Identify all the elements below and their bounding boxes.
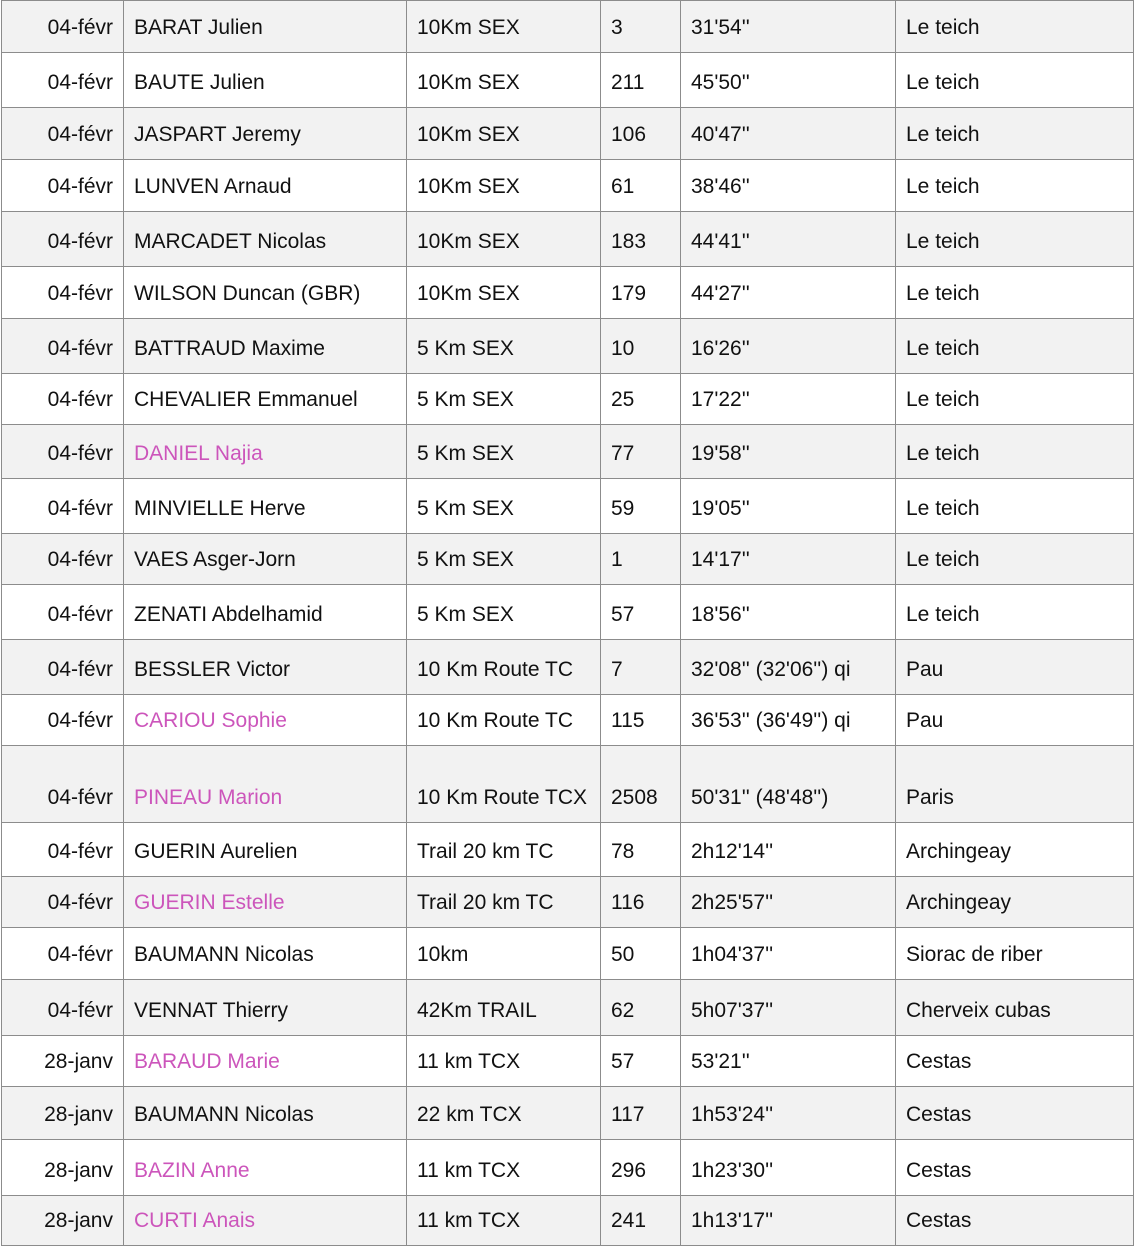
cell-name: JASPART Jeremy [124,108,407,160]
cell-race: Trail 20 km TC [407,823,601,877]
cell-date: 04-févr [2,640,124,695]
table-row [2,585,1134,640]
cell-race: 5 Km SEX [407,534,601,585]
cell-race: 5 Km SEX [407,425,601,479]
cell-name: BESSLER Victor [124,640,407,695]
cell-date: 04-févr [2,212,124,267]
cell-time: 2h12'14'' [681,823,896,877]
table-row [2,1036,1134,1087]
cell-time: 50'31'' (48'48'') [681,746,896,823]
cell-location: Le teich [896,267,1134,319]
cell-time: 1h04'37'' [681,928,896,980]
cell-rank: 106 [601,108,681,160]
cell-rank: 50 [601,928,681,980]
table-row [2,1,1134,53]
cell-rank: 241 [601,1196,681,1246]
cell-race: 10Km SEX [407,160,601,212]
cell-race: Trail 20 km TC [407,877,601,928]
cell-rank: 179 [601,267,681,319]
cell-name: BARAUD Marie [124,1036,407,1087]
table-row [2,108,1134,160]
table-row [2,267,1134,319]
cell-rank: 117 [601,1087,681,1140]
cell-name: WILSON Duncan (GBR) [124,267,407,319]
cell-rank: 115 [601,695,681,746]
cell-rank: 62 [601,980,681,1036]
cell-race: 10km [407,928,601,980]
cell-name: VAES Asger-Jorn [124,534,407,585]
cell-name: PINEAU Marion [124,746,407,823]
cell-date: 04-févr [2,746,124,823]
cell-date: 04-févr [2,980,124,1036]
cell-name: BAZIN Anne [124,1140,407,1196]
cell-race: 5 Km SEX [407,479,601,534]
cell-time: 44'41'' [681,212,896,267]
cell-race: 22 km TCX [407,1087,601,1140]
cell-location: Paris [896,746,1134,823]
cell-rank: 296 [601,1140,681,1196]
table-row [2,425,1134,479]
table-row [2,823,1134,877]
table-row [2,746,1134,823]
cell-rank: 57 [601,1036,681,1087]
cell-location: Le teich [896,108,1134,160]
cell-rank: 3 [601,1,681,53]
cell-race: 11 km TCX [407,1140,601,1196]
cell-date: 04-févr [2,319,124,374]
cell-name: VENNAT Thierry [124,980,407,1036]
cell-rank: 116 [601,877,681,928]
cell-rank: 10 [601,319,681,374]
cell-date: 28-janv [2,1140,124,1196]
cell-race: 10 Km Route TC [407,640,601,695]
cell-date: 04-févr [2,585,124,640]
cell-name: CHEVALIER Emmanuel [124,374,407,425]
cell-name: MARCADET Nicolas [124,212,407,267]
cell-location: Le teich [896,534,1134,585]
table-row [2,980,1134,1036]
cell-location: Le teich [896,53,1134,108]
cell-race: 42Km TRAIL [407,980,601,1036]
cell-location: Le teich [896,585,1134,640]
cell-time: 17'22'' [681,374,896,425]
cell-name: GUERIN Aurelien [124,823,407,877]
table-row [2,53,1134,108]
cell-time: 19'05'' [681,479,896,534]
cell-race: 10Km SEX [407,53,601,108]
cell-rank: 211 [601,53,681,108]
results-table-body [2,1,1134,1246]
cell-rank: 77 [601,425,681,479]
cell-location: Le teich [896,319,1134,374]
table-row [2,695,1134,746]
cell-location: Cestas [896,1036,1134,1087]
cell-rank: 78 [601,823,681,877]
cell-date: 28-janv [2,1196,124,1246]
cell-rank: 7 [601,640,681,695]
cell-time: 32'08'' (32'06'') qi [681,640,896,695]
cell-race: 10Km SEX [407,212,601,267]
cell-time: 2h25'57'' [681,877,896,928]
cell-location: Archingeay [896,823,1134,877]
cell-name: BATTRAUD Maxime [124,319,407,374]
cell-rank: 57 [601,585,681,640]
cell-name: CARIOU Sophie [124,695,407,746]
cell-race: 5 Km SEX [407,374,601,425]
cell-rank: 2508 [601,746,681,823]
results-table [1,0,1134,1246]
cell-name: BAUMANN Nicolas [124,1087,407,1140]
cell-time: 18'56'' [681,585,896,640]
cell-name: BAUMANN Nicolas [124,928,407,980]
cell-race: 5 Km SEX [407,585,601,640]
cell-date: 04-févr [2,534,124,585]
cell-time: 1h13'17'' [681,1196,896,1246]
cell-name: BAUTE Julien [124,53,407,108]
cell-date: 28-janv [2,1087,124,1140]
cell-location: Pau [896,695,1134,746]
cell-time: 1h23'30'' [681,1140,896,1196]
cell-name: MINVIELLE Herve [124,479,407,534]
cell-date: 04-févr [2,267,124,319]
cell-rank: 25 [601,374,681,425]
table-row [2,479,1134,534]
cell-location: Pau [896,640,1134,695]
table-row [2,1196,1134,1246]
cell-name: CURTI Anais [124,1196,407,1246]
cell-date: 04-févr [2,374,124,425]
cell-name: BARAT Julien [124,1,407,53]
cell-name: ZENATI Abdelhamid [124,585,407,640]
table-row [2,160,1134,212]
cell-location: Le teich [896,212,1134,267]
cell-name: LUNVEN Arnaud [124,160,407,212]
cell-time: 45'50'' [681,53,896,108]
table-row [2,212,1134,267]
cell-date: 04-févr [2,425,124,479]
cell-location: Archingeay [896,877,1134,928]
cell-rank: 59 [601,479,681,534]
cell-date: 04-févr [2,823,124,877]
cell-location: Cestas [896,1140,1134,1196]
cell-location: Le teich [896,160,1134,212]
cell-race: 10 Km Route TCX [407,746,601,823]
table-row [2,877,1134,928]
cell-location: Le teich [896,425,1134,479]
cell-race: 10Km SEX [407,108,601,160]
cell-race: 10Km SEX [407,1,601,53]
cell-rank: 1 [601,534,681,585]
cell-location: Le teich [896,479,1134,534]
cell-location: Cherveix cubas [896,980,1134,1036]
cell-time: 31'54'' [681,1,896,53]
cell-date: 04-févr [2,479,124,534]
cell-time: 44'27'' [681,267,896,319]
cell-time: 14'17'' [681,534,896,585]
cell-time: 16'26'' [681,319,896,374]
cell-date: 04-févr [2,928,124,980]
cell-race: 10 Km Route TC [407,695,601,746]
table-row [2,1140,1134,1196]
cell-date: 04-févr [2,108,124,160]
cell-time: 1h53'24'' [681,1087,896,1140]
table-row [2,534,1134,585]
table-row [2,319,1134,374]
cell-time: 38'46'' [681,160,896,212]
cell-date: 04-févr [2,695,124,746]
cell-location: Cestas [896,1196,1134,1246]
cell-name: GUERIN Estelle [124,877,407,928]
cell-race: 10Km SEX [407,267,601,319]
cell-location: Cestas [896,1087,1134,1140]
table-row [2,640,1134,695]
cell-location: Le teich [896,1,1134,53]
cell-date: 28-janv [2,1036,124,1087]
cell-time: 53'21'' [681,1036,896,1087]
cell-time: 5h07'37'' [681,980,896,1036]
cell-race: 5 Km SEX [407,319,601,374]
cell-date: 04-févr [2,53,124,108]
cell-location: Le teich [896,374,1134,425]
cell-date: 04-févr [2,160,124,212]
cell-date: 04-févr [2,1,124,53]
table-row [2,928,1134,980]
cell-time: 36'53'' (36'49'') qi [681,695,896,746]
cell-time: 40'47'' [681,108,896,160]
cell-race: 11 km TCX [407,1036,601,1087]
cell-rank: 183 [601,212,681,267]
table-row [2,1087,1134,1140]
cell-rank: 61 [601,160,681,212]
cell-time: 19'58'' [681,425,896,479]
cell-location: Siorac de riber [896,928,1134,980]
table-row [2,374,1134,425]
cell-name: DANIEL Najia [124,425,407,479]
cell-race: 11 km TCX [407,1196,601,1246]
cell-date: 04-févr [2,877,124,928]
